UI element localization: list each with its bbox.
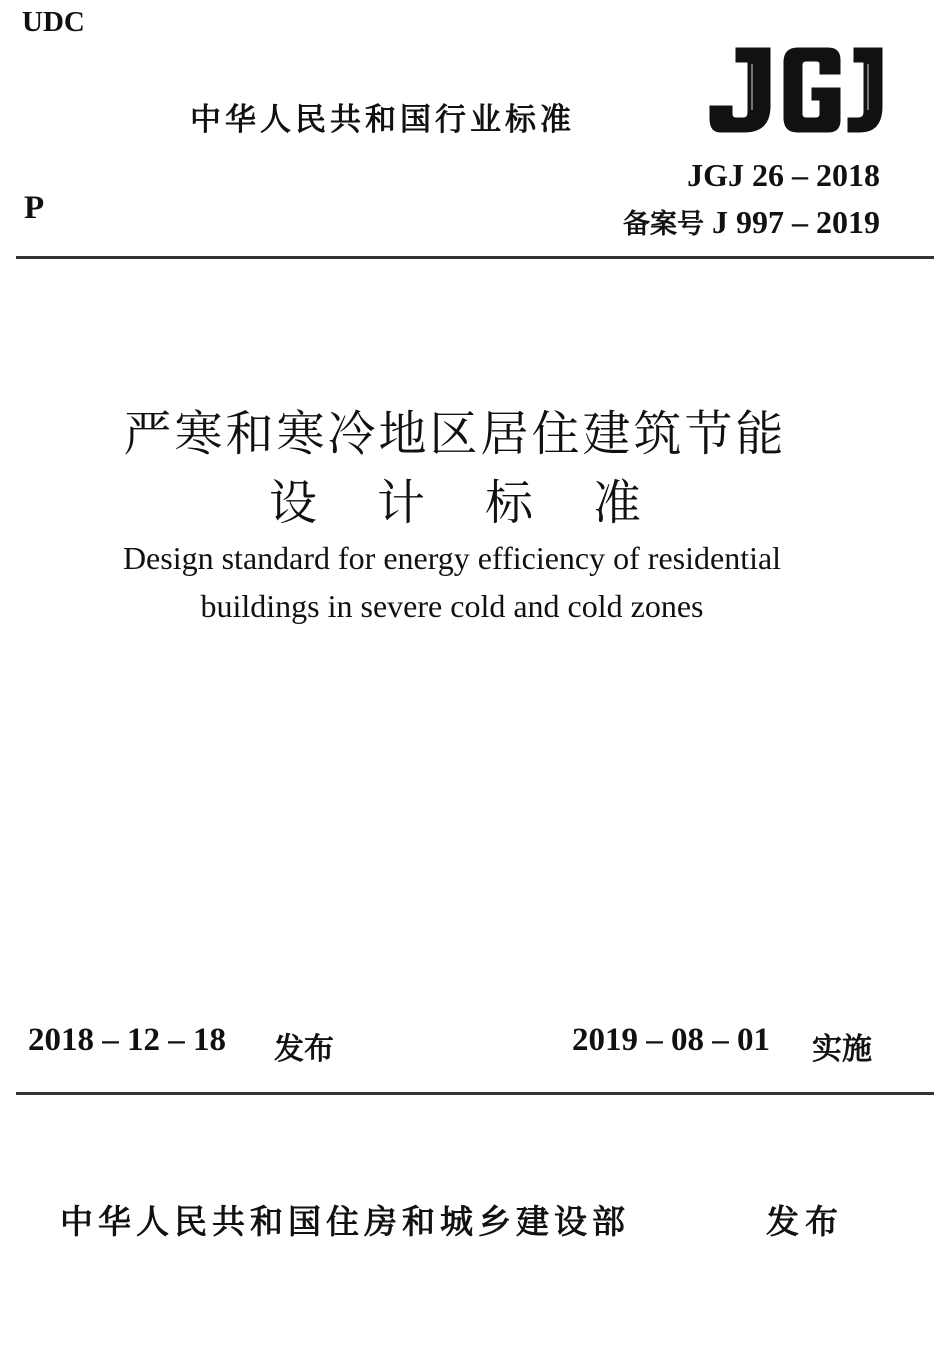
title-english-line-1: Design standard for energy efficiency of residential [122, 540, 782, 576]
effective-date: 2019 – 08 – 01 [572, 1022, 770, 1058]
publisher-name: 中华人民共和国住房和城乡建设部 [60, 1202, 630, 1241]
title-chinese-line-1: 严寒和寒冷地区居住建筑节能 [123, 406, 787, 462]
issue-label: 发布 [274, 1032, 334, 1067]
publisher-label: 发布 [766, 1202, 844, 1241]
effective-label: 实施 [812, 1032, 872, 1067]
header-divider [16, 256, 934, 259]
classification-code: P [24, 190, 45, 226]
industry-standard-heading: 中华人民共和国行业标准 [190, 102, 575, 138]
record-number-value: J 997 – 2019 [712, 204, 880, 240]
standard-number: JGJ 26 – 2018 [687, 157, 880, 193]
record-number-label: 备案号 [623, 209, 704, 240]
footer-divider [16, 1092, 934, 1095]
record-number [623, 202, 880, 241]
title-english-line-2: buildings in severe cold and cold zones [200, 588, 704, 624]
udc-label: UDC [22, 6, 85, 38]
jgj-logo [706, 44, 886, 136]
issue-date: 2018 – 12 – 18 [28, 1022, 226, 1058]
title-chinese-line-2: 设计标准 [268, 475, 701, 531]
